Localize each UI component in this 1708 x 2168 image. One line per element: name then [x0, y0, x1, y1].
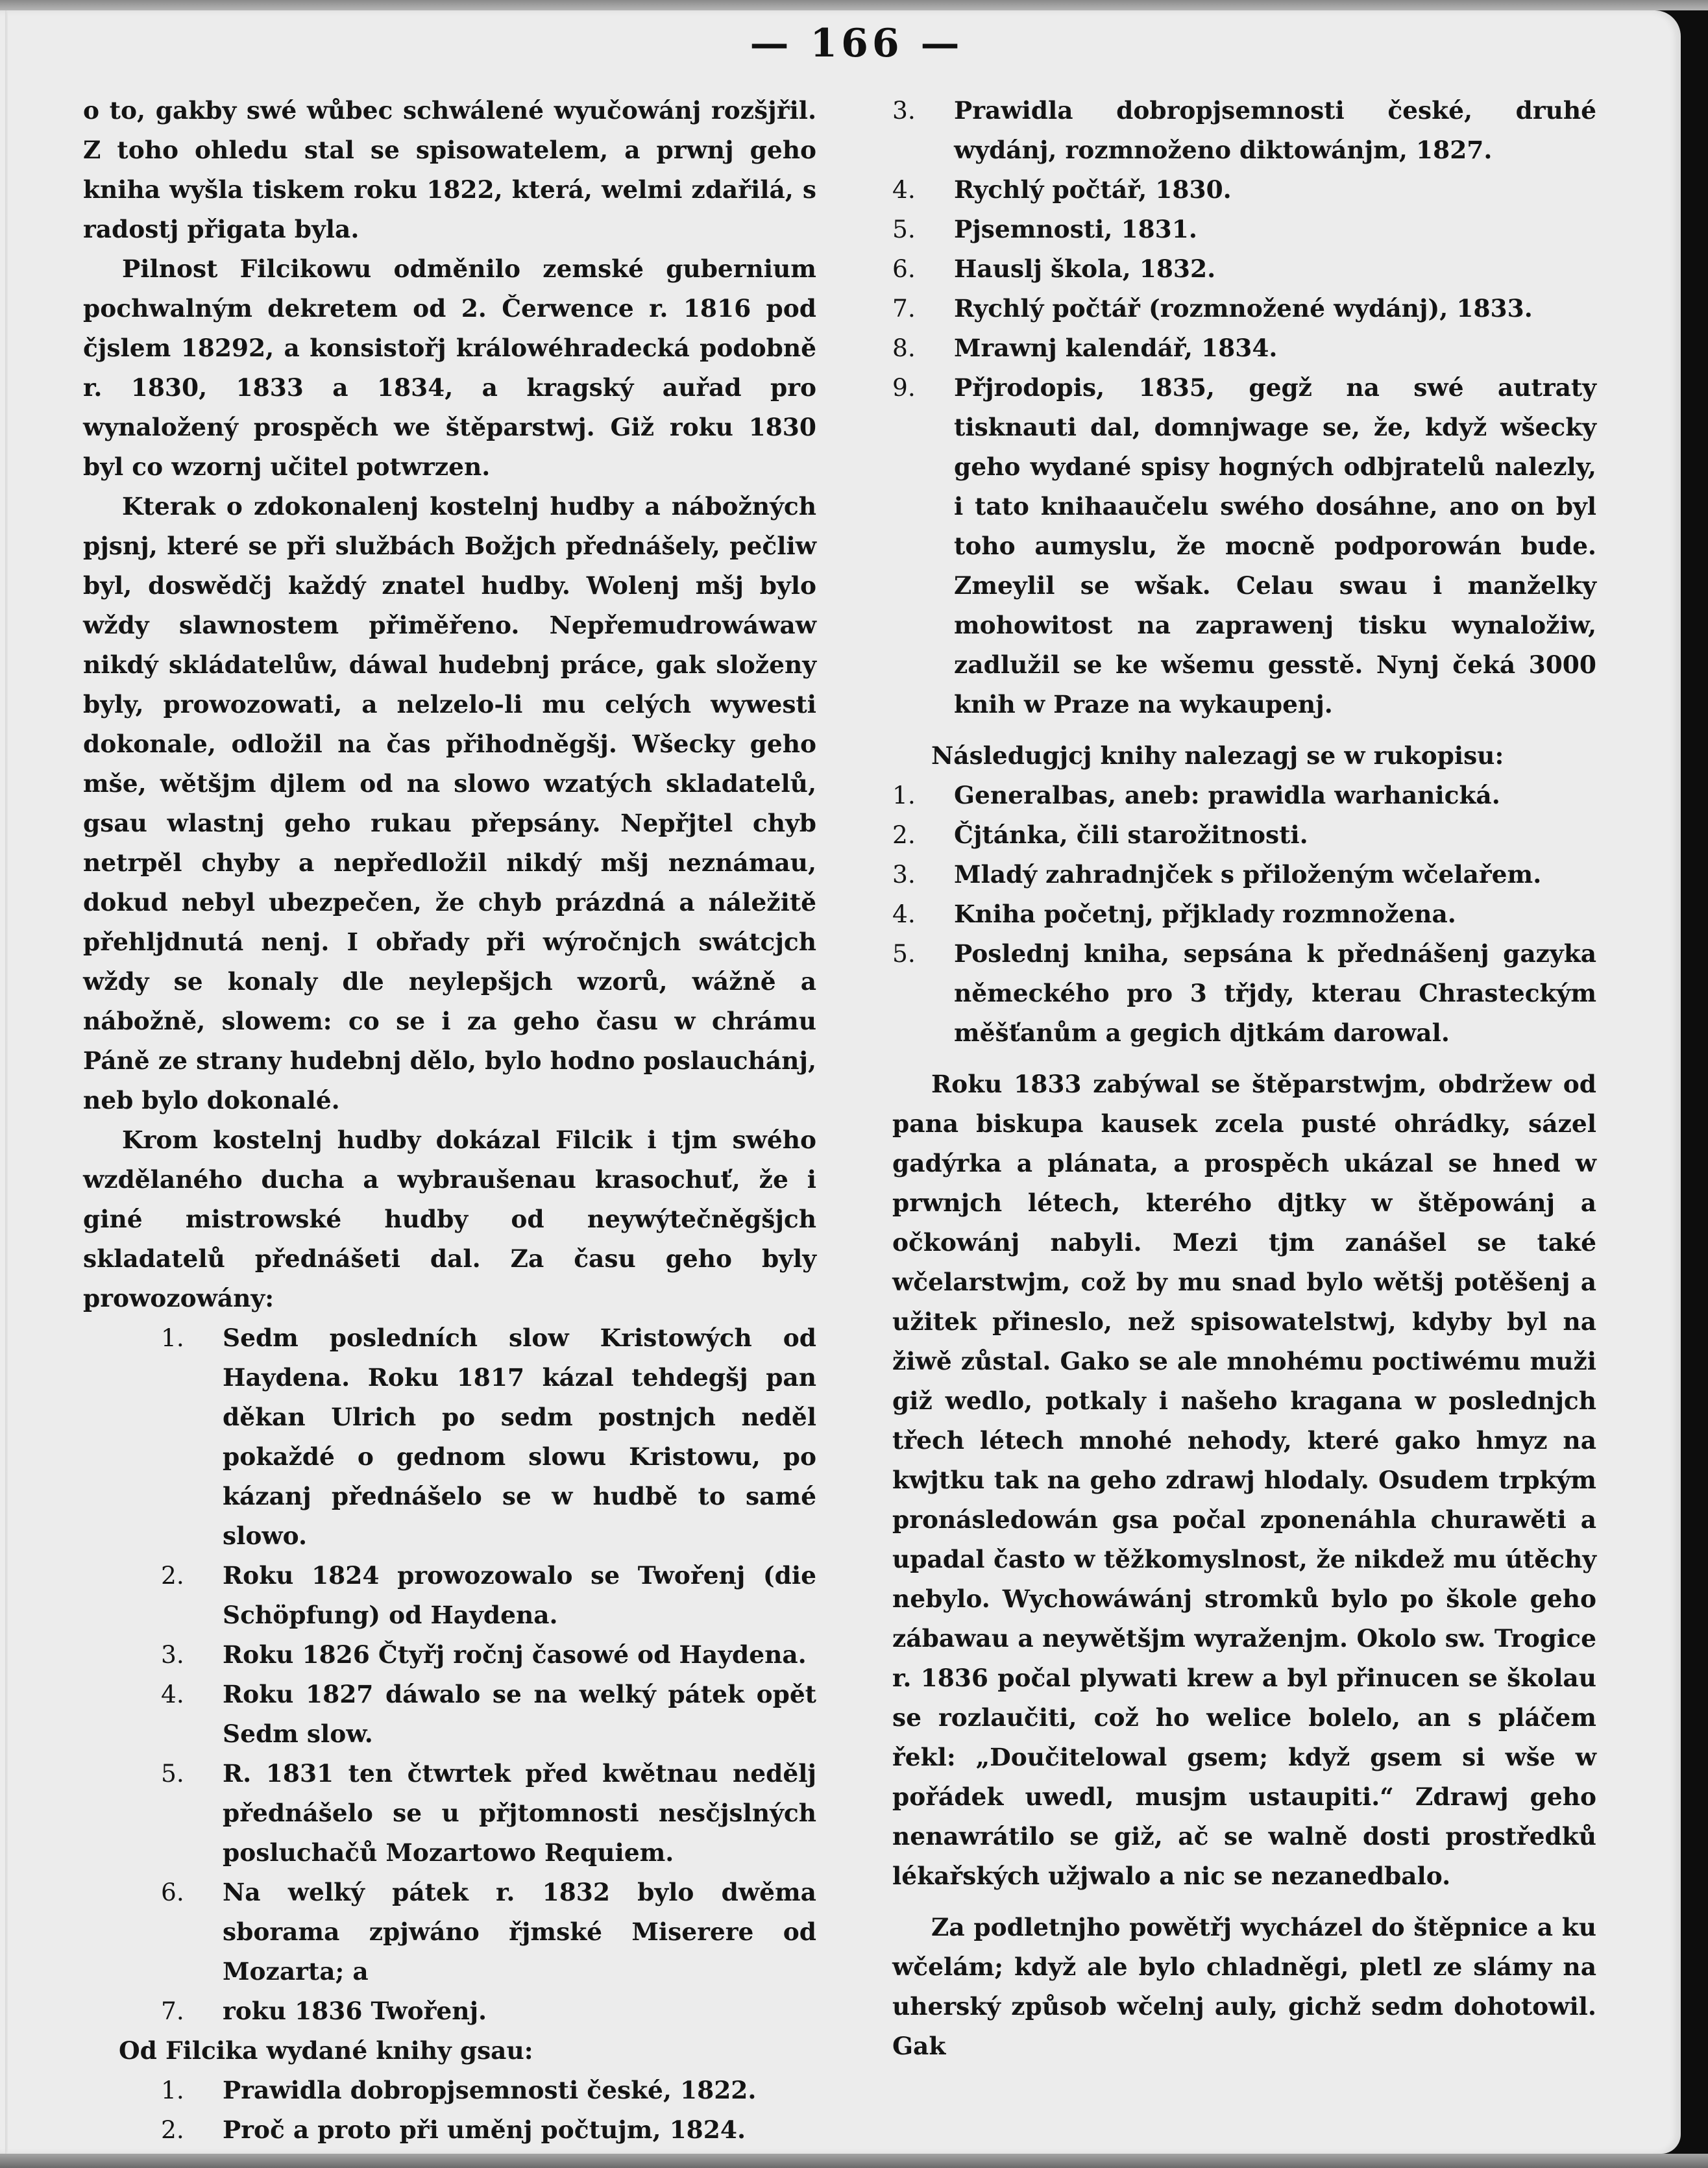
- list-number: 1.: [892, 781, 916, 809]
- list-number: 3.: [892, 96, 916, 125]
- list-item: [892, 289, 1596, 328]
- list-number: 5.: [892, 215, 916, 243]
- list-text: roku 1836 Twořenj.: [223, 1997, 487, 2025]
- list-item: [892, 934, 1596, 1053]
- list-item: [892, 328, 1596, 368]
- list-number: 4.: [161, 1680, 184, 1708]
- list-item: [83, 1635, 816, 1675]
- right-column: [892, 91, 1596, 2066]
- list-item: [83, 1873, 816, 1991]
- list-number: 5.: [161, 1759, 184, 1788]
- list-item: [83, 1675, 816, 1754]
- list-number: 3.: [161, 1640, 184, 1669]
- list-text: Sedm posledních slow Kristowých od Haydena. Roku 1817 kázal tehdegšj pan děkan Ulrich po sedm postnjch neděl pokaždé o gednom slowu Kristowu, po kázanj přednášelo se w hudbě to samé slowo.: [223, 1324, 816, 1550]
- list-text: Mladý zahradnjček s přiloženým wčelařem.: [954, 860, 1542, 889]
- manuscripts-list: [892, 776, 1596, 1053]
- list-text: Prawidla dobropjsemnosti české, druhé wydánj, rozmnoženo diktowánjm, 1827.: [954, 96, 1596, 164]
- list-number: 8.: [892, 334, 916, 362]
- list-number: 6.: [161, 1878, 184, 1906]
- list-text: Pjsemnosti, 1831.: [954, 215, 1197, 243]
- list-text: Roku 1824 prowozowalo se Twořenj (die Schöpfung) od Haydena.: [223, 1561, 816, 1629]
- list-number: 2.: [892, 820, 916, 849]
- scan-border-top: [0, 0, 1708, 10]
- list-number: 1.: [161, 2076, 184, 2104]
- list-text: R. 1831 ten čtwrtek před kwětnau nedělj přednášelo se u přjtomnosti nesčjslných posluchačů Mozartowo Requiem.: [223, 1759, 816, 1867]
- paragraph-za-podletnjho: Za podletnjho powětřj wycházel do štěpnice a ku wčelám; když ale bylo chladněgi, pletl ze slámy na uherský způsob wčelnj auly, gichž sedm dohotowil. Gak: [892, 1913, 1596, 2060]
- list-item: [892, 368, 1596, 724]
- list-text: Mrawnj kalendář, 1834.: [954, 334, 1278, 362]
- published-books-list-continued: [892, 91, 1596, 724]
- list-number: 5.: [892, 939, 916, 968]
- manuscripts-intro: Následugjcj knihy nalezagj se w rukopisu:: [931, 741, 1504, 770]
- list-number: 4.: [892, 900, 916, 928]
- paragraph-opening: o to, gakby swé wůbec schwálené wyučowánj rozšjřil. Z toho ohledu stal se spisowatelem, a prwnj geho kniha wyšla tiskem roku 1822, která, welmi zdařilá, s radostj přigata byla.: [83, 96, 816, 243]
- list-number: 2.: [161, 1561, 184, 1590]
- list-item: [83, 2071, 816, 2110]
- list-text: Na welký pátek r. 1832 bylo dwěma sborama zpjwáno řjmské Miserere od Mozarta; a: [223, 1878, 816, 1986]
- list-item: [892, 894, 1596, 934]
- list-number: 7.: [892, 294, 916, 323]
- list-item: [83, 1754, 816, 1873]
- published-books-list: [83, 2071, 816, 2150]
- list-text: Poslednj kniha, sepsána k přednášenj gazyka německého pro 3 třjdy, kterau Chrasteckým měšťanům a gegich djtkám darowal.: [954, 939, 1596, 1047]
- list-number: 4.: [892, 175, 916, 204]
- list-text: Proč a proto při uměnj počtujm, 1824.: [223, 2115, 746, 2144]
- list-number: 1.: [161, 1324, 184, 1352]
- list-text: Rychlý počtář (rozmnožené wydánj), 1833.: [954, 294, 1533, 323]
- left-column: [83, 91, 816, 2150]
- list-text: Roku 1826 Čtyřj ročnj časowé od Haydena.: [223, 1640, 807, 1669]
- list-item: [892, 855, 1596, 894]
- paragraph-kterak: Kterak o zdokonalenj kostelnj hudby a nábožných pjsnj, které se při službách Božjch přednášely, pečliw byl, doswědčj každý znatel hudby. Wolenj mšj bylo wždy slawnostem přiměřeno. Nepřemudrowáwaw nikdý skládatelůw, dáwal hudebnj práce, gak složeny byly, prowozowati, a nelzelo-li mu celých wywesti dokonale, odložil na čas přihodněgšj. Wšecky geho mše, wětšjm djlem od na slowo wzatých skladatelů, gsau wlastnj geho rukau přepsány. Nepřjtel chyb netrpěl chyby a nepředložil nikdý mšj neznámau, dokud nebyl ubezpečen, že chyb prázdná a náležitě přehljdnutá nenj. I obřady při wýročnjch swátcjch wždy se konaly dle neylepšjch wzorů, wážně a nábožně, slowem: co se i za geho času w chrámu Páně ze strany hudebnj dělo, bylo hodno poslauchánj, neb bylo dokonalé.: [83, 492, 816, 1115]
- list-text: Rychlý počtář, 1830.: [954, 175, 1232, 204]
- list-item: [892, 91, 1596, 170]
- list-text: Hauslj škola, 1832.: [954, 254, 1216, 283]
- list-number: 7.: [161, 1997, 184, 2025]
- performances-list: [83, 1318, 816, 2031]
- paragraph-pilnost: Pilnost Filcikowu odměnilo zemské gubernium pochwalným dekretem od 2. Čerwence r. 1816 pod čjslem 18292, a konsistořj králowéhradecká podobně r. 1830, 1833 a 1834, a kragský auřad pro wynaložený prospěch we štěparstwj. Giž roku 1830 byl co wzornj učitel potwrzen.: [83, 254, 816, 481]
- list-number: 3.: [892, 860, 916, 889]
- list-number: 2.: [161, 2115, 184, 2144]
- list-number: 9.: [892, 373, 916, 402]
- paragraph-krom: Krom kostelnj hudby dokázal Filcik i tjm swého wzdělaného ducha a wybraušenau krasochuť, že i giné mistrowské hudby od neywýtečněgšjch skladatelů přednášeti dal. Za času geho byly prowozowány:: [83, 1126, 816, 1312]
- list-item: [892, 210, 1596, 249]
- list-item: [83, 2110, 816, 2150]
- list-item: [892, 170, 1596, 210]
- page-number: — 166 —: [750, 21, 964, 66]
- list-text: Přjrodopis, 1835, gegž na swé autraty tisknauti dal, domnjwage se, že, když wšecky geho wydané spisy hogných odbjratelů nalezly, i tato knihaaučelu swého dosáhne, ano on byl toho aumyslu, že mocně podporowán bude. Zmeylil se wšak. Celau swau i manželky mohowitost na zaprawenj tisku wynaložiw, zadlužil se ke wšemu gesstě. Nynj čeká 3000 knih w Praze na wykaupenj.: [954, 373, 1596, 719]
- list-text: Čjtánka, čili starožitnosti.: [954, 820, 1308, 849]
- list-item: [83, 1991, 816, 2031]
- list-text: Generalbas, aneb: prawidla warhanická.: [954, 781, 1500, 809]
- list-text: Roku 1827 dáwalo se na welký pátek opět Sedm slow.: [223, 1680, 816, 1748]
- list-number: 6.: [892, 254, 916, 283]
- page-fold-edge: [5, 10, 8, 2154]
- paragraph-roku-1833: Roku 1833 zabýwal se štěparstwjm, obdržew od pana biskupa kausek zcela pusté ohrádky, sázel gadýrka a plánata, a prospěch ukázal se hned w prwnjch létech, kterého djtky w štěpowánj a očkowánj nabyli. Mezi tjm zanášel se také wčelarstwjm, což by mu snad bylo wětšj potěšenj a užitek přineslo, než spisowatelstwj, kdyby byl na žiwě zůstal. Gako se ale mnohému poctiwému muži giž wedlo, potkaly i našeho kragana w poslednjch třech létech mnohé nehody, které gako hmyz na kwjtku tak na geho zdrawj hlodaly. Osudem trpkým pronásledowán gsa počal zponenáhla churawěti a upadal často w těžkomyslnost, že nikdež mu útěchy nebylo. Wychowáwánj stromků bylo po škole geho zábawau a neywětšjm wyraženjm. Okolo sw. Trogice r. 1836 počal plywati krew a byl přinucen se školau se rozlaučiti, což ho welice bolelo, an s pláčem řekl: „Doučitelowal gsem; když gsem si wše w pořádek uwedl, musjm ustaupiti.“ Zdrawj geho nenawrátilo se giž, ač se walně dosti prostředků lékařských užjwalo a nic se nezanedbalo.: [892, 1070, 1596, 1890]
- list-item: [83, 1556, 816, 1635]
- published-books-intro: Od Filcika wydané knihy gsau:: [119, 2036, 533, 2065]
- list-text: Kniha početnj, přjklady rozmnožena.: [954, 900, 1456, 928]
- list-item: [892, 815, 1596, 855]
- list-item: [892, 249, 1596, 289]
- list-text: Prawidla dobropjsemnosti české, 1822.: [223, 2076, 757, 2104]
- list-item: [83, 1318, 816, 1556]
- list-item: [892, 776, 1596, 815]
- scan-border-bottom: [0, 2154, 1708, 2168]
